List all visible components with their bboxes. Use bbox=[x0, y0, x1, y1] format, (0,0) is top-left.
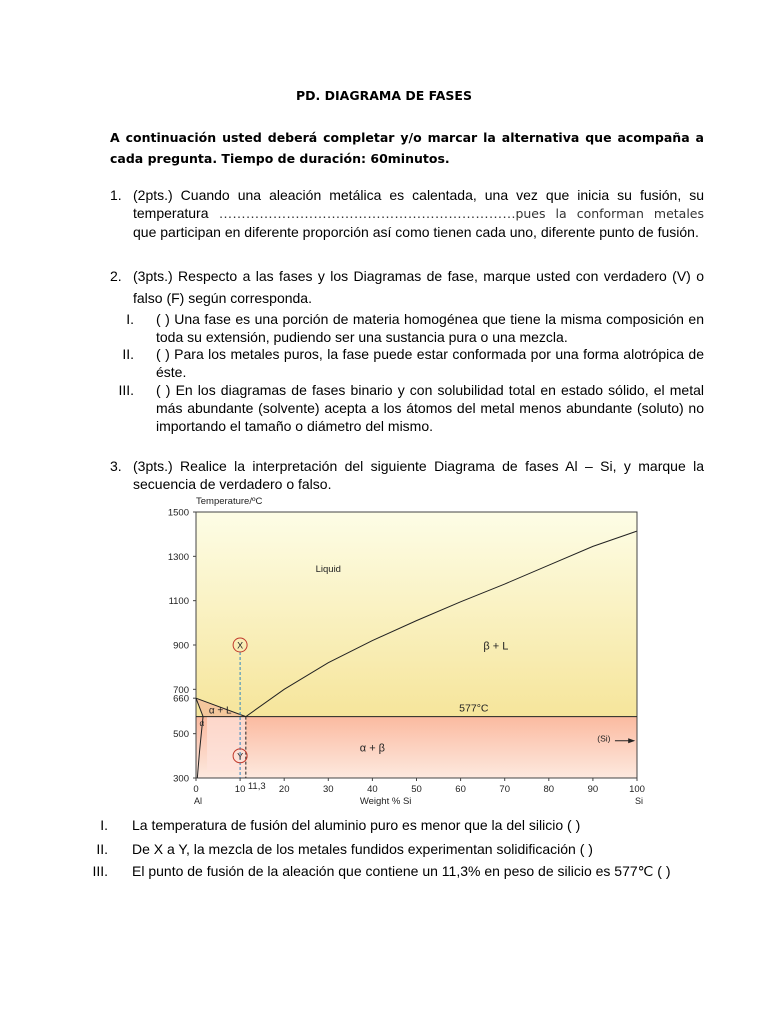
roman-numeral: III. bbox=[118, 382, 134, 398]
statement-text: La temperatura de fusión del aluminio puro es menor que la del silicio ( ) bbox=[132, 817, 581, 833]
question-2 bbox=[110, 265, 704, 309]
question-text: (3pts.) Respecto a las fases y los Diagramas de fase, marque usted con verdadero (V) o falso (F) según corresponda. bbox=[133, 268, 704, 306]
answer-blank[interactable]: ( ) bbox=[156, 346, 170, 362]
roman-numeral: I. bbox=[126, 311, 134, 327]
question-text-cont: pues la conforman metales bbox=[515, 206, 704, 221]
answer-blank[interactable]: ( ) bbox=[156, 311, 170, 327]
roman-numeral: I. bbox=[100, 817, 108, 833]
region-liquid-label: Liquid bbox=[315, 563, 341, 575]
y-tick-label: 300 bbox=[173, 773, 189, 785]
roman-numeral: II. bbox=[122, 346, 134, 362]
x-axis-label: Weight % Si bbox=[359, 796, 412, 807]
question-text-end: que participan en diferente proporción así como tienen cada uno, diferente punto de fusión. bbox=[133, 224, 699, 240]
point-y-label: Y bbox=[237, 751, 244, 762]
x-tick-label: 50 bbox=[411, 784, 422, 795]
question-number: 3. bbox=[110, 458, 122, 474]
q2-item-1 bbox=[110, 310, 704, 346]
region-alpha-L-label: α + L bbox=[208, 705, 232, 717]
page-title: PD. DIAGRAMA DE FASES bbox=[296, 88, 472, 103]
question-1 bbox=[110, 186, 704, 241]
question-text: (2pts.) Cuando una aleación metálica es calentada, una vez que inicia su fusión, su temperatura bbox=[133, 187, 704, 221]
x-axis-left-label: Al bbox=[193, 796, 203, 806]
question-number: 1. bbox=[110, 187, 122, 203]
si-arrow-label: (Si) bbox=[597, 733, 611, 744]
liquid-region-fill bbox=[196, 512, 637, 717]
q2-item-3 bbox=[110, 381, 704, 435]
fill-in-blank[interactable]: ………………………………………………………… bbox=[218, 205, 516, 221]
x-tick-label: 0 bbox=[193, 784, 199, 795]
x-tick-label: 70 bbox=[499, 784, 510, 795]
item-text: Una fase es una porción de materia homogénea que tiene la misma composición en toda su extensión, pudiendo ser una sustancia pura o una mezcla. bbox=[156, 311, 705, 345]
region-alpha-label: α bbox=[199, 718, 205, 728]
roman-numeral: III. bbox=[92, 863, 108, 879]
eutectic-temperature-label: 577°C bbox=[459, 702, 489, 715]
point-x-label: X bbox=[237, 640, 244, 651]
y-tick-label: 700 bbox=[173, 684, 189, 696]
question-text: (3pts.) Realice la interpretación del siguiente Diagrama de fases Al – Si, y marque la secuencia de verdadero o falso. bbox=[133, 458, 704, 492]
y-tick-label: 1500 bbox=[167, 507, 189, 519]
item-text: Para los metales puros, la fase puede estar conformada por una forma alotrópica de éste. bbox=[156, 346, 705, 380]
x-tick-label: 30 bbox=[323, 784, 334, 795]
eutectic-composition-label: 11,3 bbox=[247, 781, 266, 792]
q2-item-2 bbox=[110, 345, 704, 381]
x-tick-label: 100 bbox=[629, 784, 645, 795]
statement-text: De X a Y, la mezcla de los metales fundidos experimentan solidificación ( ) bbox=[132, 841, 593, 857]
x-tick-label: 90 bbox=[587, 784, 599, 795]
question-number: 2. bbox=[110, 268, 122, 284]
item-text: En los diagramas de fases binario y con solubilidad total en estado sólido, el metal más abundante (solvente) acepta a los átomos del metal menos abundante (soluto) no importando el tamaño o diámetro del mismo. bbox=[156, 382, 704, 434]
x-tick-label: 20 bbox=[278, 784, 290, 795]
y-tick-label: 1300 bbox=[167, 551, 189, 563]
instructions: A continuación usted deberá completar y/o marcar la alternativa que acompaña a cada pregunta. Tiempo de duración: 60minutos. bbox=[110, 130, 704, 166]
region-beta-L-label: β + L bbox=[483, 640, 509, 653]
statement-text: El punto de fusión de la aleación que contiene un 11,3% en peso de silicio es 577℃ ( ) bbox=[132, 863, 671, 879]
x-tick-label: 80 bbox=[543, 784, 555, 795]
x-axis-right-label: Si bbox=[634, 796, 644, 806]
y-tick-label: 660 bbox=[173, 693, 189, 705]
x-tick-label: 40 bbox=[367, 784, 378, 795]
answer-blank[interactable]: ( ) bbox=[156, 382, 171, 398]
y-tick-label: 500 bbox=[173, 729, 189, 741]
phase-diagram-chart bbox=[150, 492, 660, 812]
y-tick-label: 1100 bbox=[168, 596, 189, 608]
question-3 bbox=[110, 457, 704, 493]
x-tick-label: 10 bbox=[234, 784, 246, 795]
roman-numeral: II. bbox=[96, 841, 108, 857]
region-alpha-beta-label: α + β bbox=[359, 742, 386, 755]
x-tick-label: 60 bbox=[455, 784, 466, 795]
solid-region-fill bbox=[196, 717, 637, 778]
y-axis-label: Temperature/ºC bbox=[196, 496, 263, 507]
y-tick-label: 900 bbox=[173, 640, 189, 652]
